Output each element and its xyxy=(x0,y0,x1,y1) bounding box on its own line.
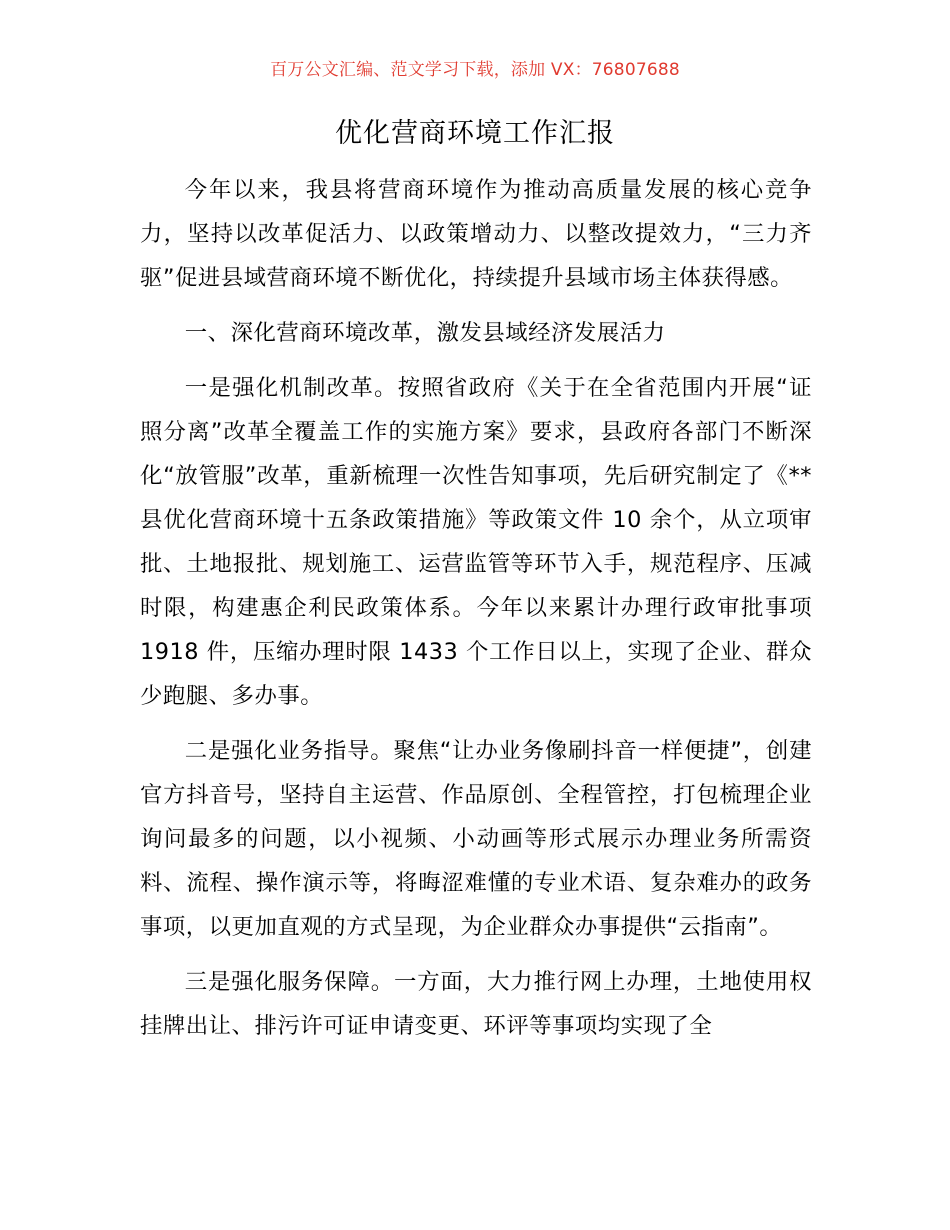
watermark-banner: 百万公文汇编、范文学习下载，添加 VX：76807688 xyxy=(270,60,680,80)
paragraph-mechanism-reform: 一是强化机制改革。按照省政府《关于在全省范围内开展“证照分离”改革全覆盖工作的实施方案》要求，县政府各部门不断深化“放管服”改革，重新梳理一次性告知事项，先后研究制定了《**县优化营商环境十五条政策措施》等政策文件 10 余个，从立项审批、土地报批、规划施工、运营监管等环节入手，规范程序、压减时限，构建惠企利民政策体系。今年以来累计办理行政审批事项 1918 件，压缩办理时限 1433 个工作日以上，实现了企业、群众少跑腿、多办事。 xyxy=(140,375,812,709)
section-heading-1: 一、深化营商环境改革，激发县域经济发展活力 xyxy=(184,320,666,346)
paragraph-service-guarantee: 三是强化服务保障。一方面，大力推行网上办理，土地使用权挂牌出让、排污许可证申请变更、环评等事项均实现了全 xyxy=(140,969,812,1039)
document-body xyxy=(140,168,812,1059)
paragraph-business-guidance: 二是强化业务指导。聚焦“让办业务像刷抖音一样便捷”，创建官方抖音号，坚持自主运营、作品原创、全程管控，打包梳理企业询问最多的问题，以小视频、小动画等形式展示办理业务所需资料、流程、操作演示等，将晦涩难懂的专业术语、复杂难办的政务事项，以更加直观的方式呈现，为企业群众办事提供“云指南”。 xyxy=(140,738,812,940)
document-title: 优化营商环境工作汇报 xyxy=(335,118,615,149)
paragraph-intro: 今年以来，我县将营商环境作为推动高质量发展的核心竞争力，坚持以改革促活力、以政策增动力、以整改提效力，“三力齐驱”促进县域营商环境不断优化，持续提升县域市场主体获得感。 xyxy=(140,177,812,291)
